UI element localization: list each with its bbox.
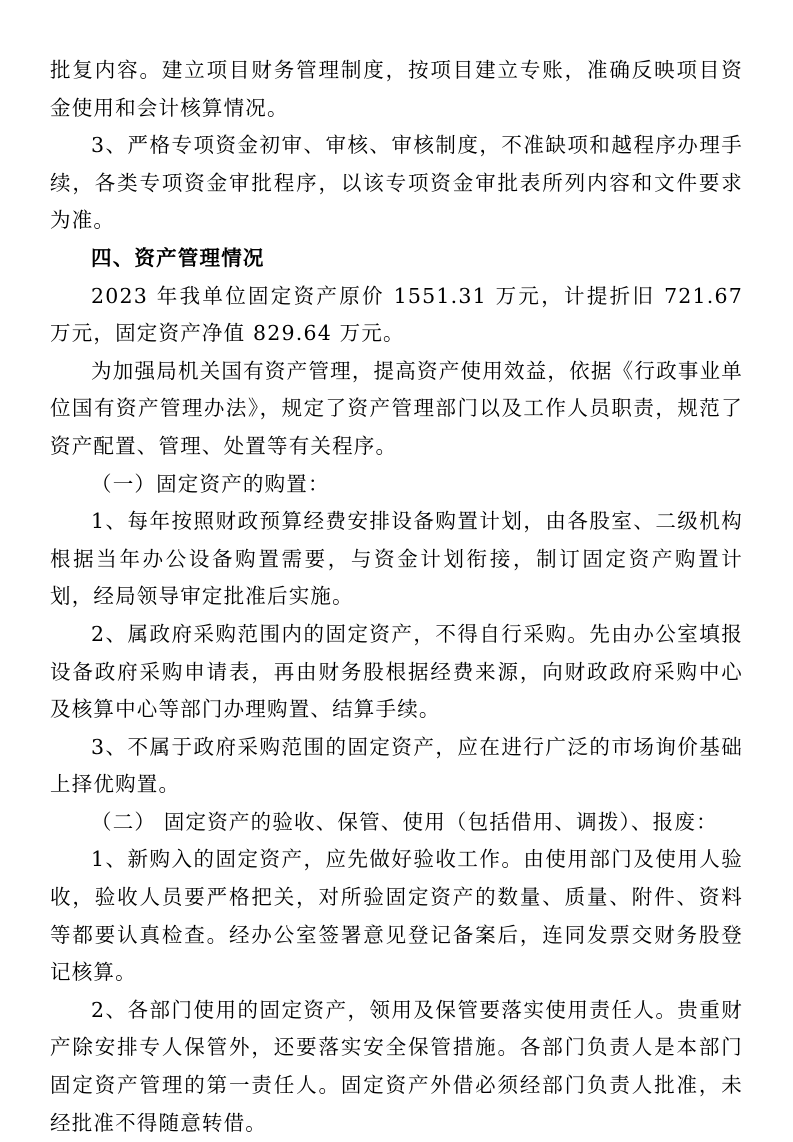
paragraph-asset-policy: 为加强局机关国有资产管理，提高资产使用效益，依据《行政事业单位国有资产管理办法》，规定了资产管理部门以及工作人员职责，规范了资产配置、管理、处置等有关程序。	[50, 358, 743, 458]
paragraph-purchase-item-1: 1、每年按照财政预算经费安排设备购置计划，由各股室、二级机构根据当年办公设备购置需要，与资金计划衔接，制订固定资产购置计划，经局领导审定批准后实施。	[50, 509, 743, 609]
subheading-acceptance-custody: （二） 固定资产的验收、保管、使用（包括借用、调拨）、报废：	[91, 809, 718, 834]
subheading-purchase: （一）固定资产的购置：	[91, 471, 330, 496]
paragraph-purchase-item-3: 3、不属于政府采购范围的固定资产，应在进行广泛的市场询价基础上择优购置。	[50, 734, 743, 797]
paragraph-continuation: 批复内容。建立项目财务管理制度，按项目建立专账，准确反映项目资金使用和会计核算情况。	[50, 58, 743, 120]
document-body	[50, 52, 743, 1142]
paragraph-acceptance-item-2: 2、各部门使用的固定资产，领用及保管要落实使用责任人。贵重财产除安排专人保管外，还要落实安全保管措施。各部门负责人是本部门固定资产管理的第一责任人。固定资产外借必须经部门负责人批准，未经批准不得随意转借。	[50, 997, 743, 1135]
paragraph-acceptance-item-1: 1、新购入的固定资产，应先做好验收工作。由使用部门及使用人验收，验收人员要严格把关，对所验固定资产的数量、质量、附件、资料等都要认真检查。经办公室签署意见登记备案后，连同发票交财务股登记核算。	[50, 847, 743, 985]
paragraph-purchase-item-2: 2、属政府采购范围内的固定资产，不得自行采购。先由办公室填报设备政府采购申请表，再由财务股根据经费来源，向财政政府采购中心及核算中心等部门办理购置、结算手续。	[50, 621, 743, 722]
section-heading-asset-management: 四、资产管理情况	[91, 245, 265, 270]
paragraph-item-3-approval: 3、严格专项资金初审、审核、审核制度，不准缺项和越程序办理手续，各类专项资金审批程序，以该专项资金审批表所列内容和文件要求为准。	[50, 133, 743, 233]
paragraph-asset-figures: 2023 年我单位固定资产原价 1551.31 万元，计提折旧 721.67 万元，固定资产净值 829.64 万元。	[50, 283, 743, 346]
